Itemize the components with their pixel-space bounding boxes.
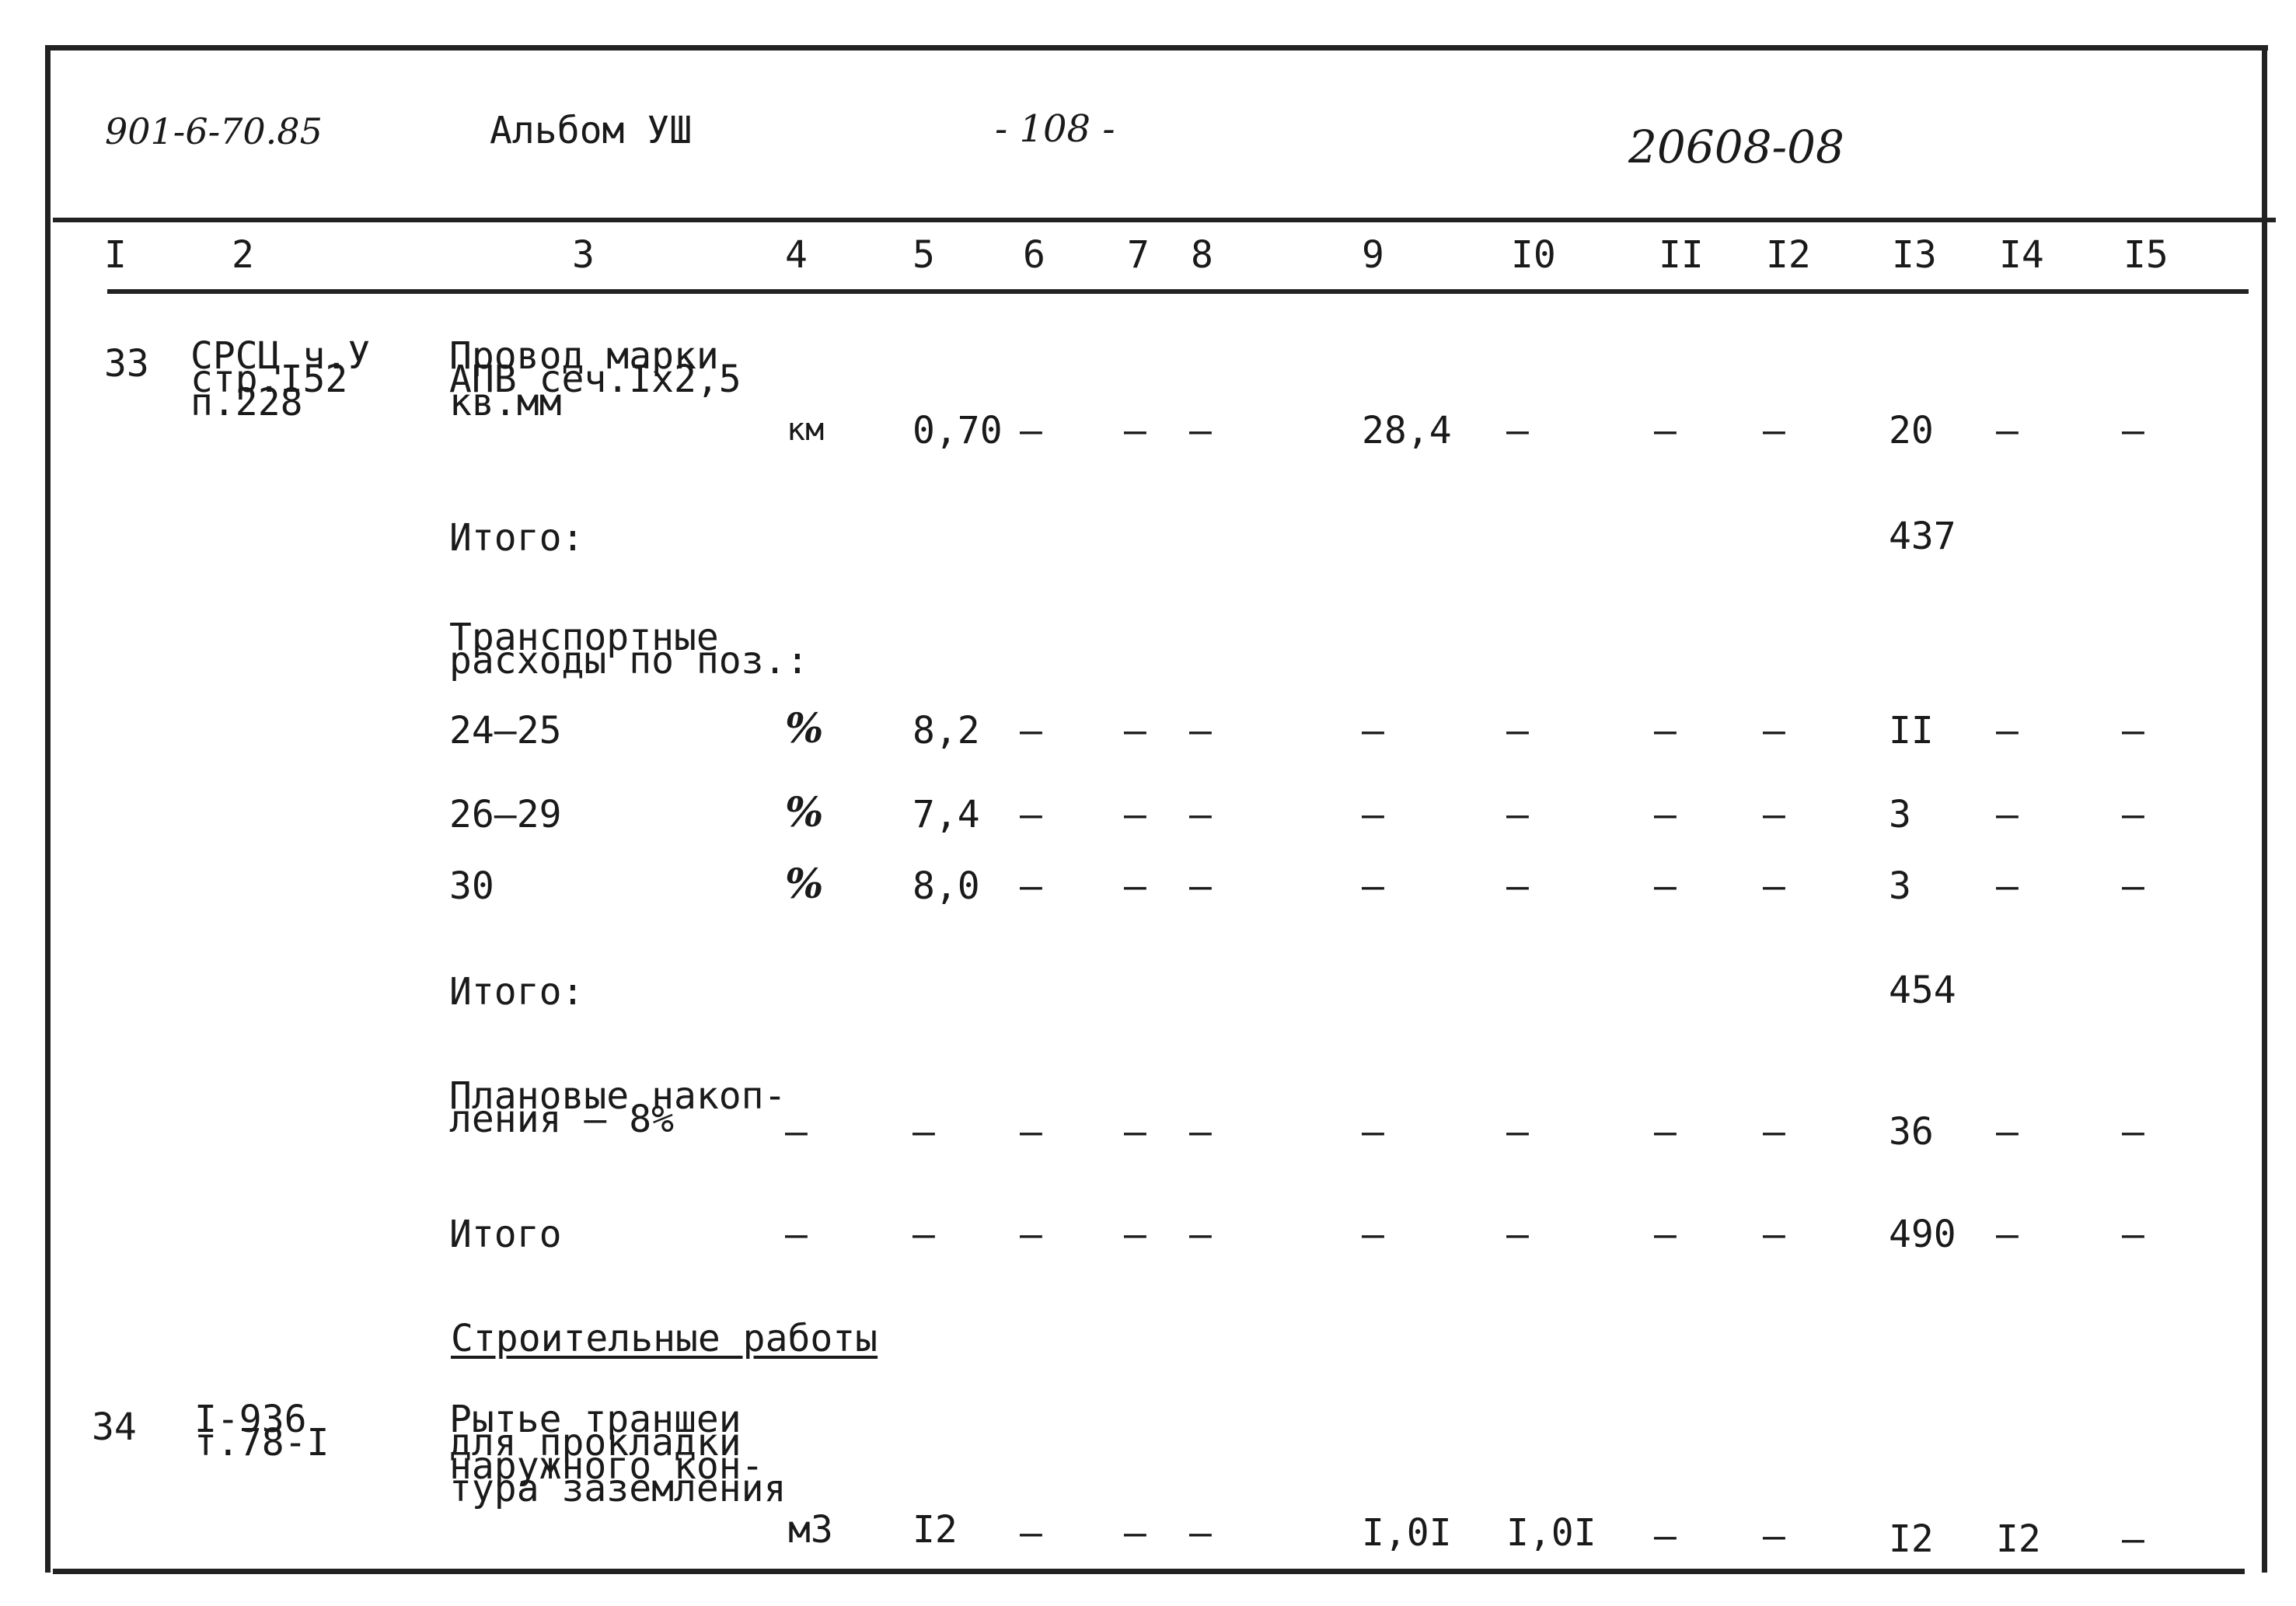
cell: – xyxy=(1189,1110,1212,1154)
row-number: 33 xyxy=(104,342,149,386)
document-code: 20608-08 xyxy=(1628,120,1844,173)
cell: – xyxy=(1362,709,1384,752)
cell: 36 xyxy=(1889,1110,1934,1154)
column-header: I5 xyxy=(2123,233,2169,277)
cell: – xyxy=(1763,864,1785,908)
cell: – xyxy=(1362,1110,1384,1154)
cell: – xyxy=(1124,1110,1146,1154)
cell: – xyxy=(1996,1213,2019,1256)
cell: – xyxy=(1996,409,2019,452)
column-header: II xyxy=(1659,233,1704,277)
cell: 7,4 xyxy=(912,793,980,836)
cell: – xyxy=(2122,793,2144,836)
cell: – xyxy=(1763,709,1785,752)
cell: – xyxy=(1996,864,2019,908)
cell: – xyxy=(1189,409,1212,452)
column-header: 3 xyxy=(572,233,595,277)
subtotal-label: Итого: xyxy=(449,970,584,1014)
cell: I2 xyxy=(912,1508,958,1552)
cell: – xyxy=(1189,1213,1212,1256)
cell: – xyxy=(912,1213,935,1256)
row-number: 34 xyxy=(92,1405,137,1449)
cell: – xyxy=(1362,793,1384,836)
column-header: I xyxy=(104,233,127,277)
frame-right-border xyxy=(2262,45,2267,1573)
subtotal-label: Итого: xyxy=(449,516,584,560)
cell: – xyxy=(1763,1514,1785,1558)
cell: – xyxy=(1996,709,2019,752)
item-name: 30 xyxy=(449,864,494,908)
cell: – xyxy=(1362,864,1384,908)
cell: – xyxy=(1124,409,1146,452)
column-header-divider xyxy=(107,289,2249,294)
cell: – xyxy=(1020,1213,1042,1256)
cell: I,0I xyxy=(1362,1511,1452,1555)
cell: – xyxy=(1654,864,1677,908)
item-name: Рытье траншеи для прокладки наружного кон- тура заземления xyxy=(449,1398,787,1511)
cell: – xyxy=(2122,864,2144,908)
item-name: 26–29 xyxy=(449,793,562,836)
cell: – xyxy=(1189,793,1212,836)
cell: – xyxy=(1124,793,1146,836)
frame-left-border xyxy=(45,45,51,1573)
cell: 0,70 xyxy=(912,409,1003,452)
cell: 490 xyxy=(1889,1213,1956,1256)
cell: I,0I xyxy=(1506,1511,1596,1555)
column-header: I3 xyxy=(1892,233,1937,277)
cell: – xyxy=(1506,864,1529,908)
column-header: 8 xyxy=(1191,233,1213,277)
page-number: - 108 - xyxy=(995,107,1115,151)
cell: – xyxy=(1506,409,1529,452)
header-divider xyxy=(53,218,2276,222)
cell: 8,2 xyxy=(912,709,980,752)
item-name: 24–25 xyxy=(449,709,562,752)
cell: – xyxy=(2122,1517,2144,1561)
cell: 3 xyxy=(1889,793,1911,836)
cell: – xyxy=(1020,709,1042,752)
subtotal-value: 454 xyxy=(1889,969,1956,1012)
unit: % xyxy=(785,861,824,908)
cell: – xyxy=(1763,793,1785,836)
cell: – xyxy=(1996,793,2019,836)
cell: – xyxy=(1020,793,1042,836)
cell: – xyxy=(1506,1213,1529,1256)
cell: – xyxy=(912,1110,935,1154)
cell: – xyxy=(2122,1110,2144,1154)
doc-number: 901-6-70.85 xyxy=(105,110,323,152)
album-label: Альбом УШ xyxy=(490,109,693,152)
cell: – xyxy=(1654,709,1677,752)
cell: 28,4 xyxy=(1362,409,1452,452)
cell: – xyxy=(1189,1511,1212,1555)
unit: – xyxy=(785,1110,808,1154)
unit: % xyxy=(785,789,824,836)
cell: – xyxy=(1654,1110,1677,1154)
subtotal-value: 437 xyxy=(1889,515,1956,558)
rate-reference: СРСЦ ч.У стр.I52 п.228 xyxy=(190,334,371,424)
total-label: Итого xyxy=(449,1213,562,1256)
item-name: Плановые накоп- ления – 8% xyxy=(449,1074,787,1141)
cell: I2 xyxy=(1889,1517,1934,1561)
column-header: 7 xyxy=(1127,233,1150,277)
cell: – xyxy=(1654,1213,1677,1256)
cell: – xyxy=(2122,1213,2144,1256)
cell: – xyxy=(1763,409,1785,452)
item-name: Провод марки АПВ сеч.Iх2,5 кв.мм xyxy=(449,334,741,424)
unit: – xyxy=(785,1213,808,1256)
cell: – xyxy=(2122,709,2144,752)
column-header: 6 xyxy=(1023,233,1045,277)
cell: – xyxy=(1124,1511,1146,1555)
cell: – xyxy=(1124,1213,1146,1256)
column-header: 9 xyxy=(1362,233,1384,277)
column-header: 4 xyxy=(785,233,808,277)
unit: м3 xyxy=(788,1508,833,1552)
cell: – xyxy=(1506,709,1529,752)
cell: I2 xyxy=(1996,1517,2041,1561)
cell: – xyxy=(1506,1110,1529,1154)
cell: – xyxy=(1189,709,1212,752)
column-header: 5 xyxy=(912,233,935,277)
transport-costs-title: Транспортные расходы по поз.: xyxy=(449,616,809,683)
cell: – xyxy=(1654,793,1677,836)
cell: – xyxy=(1020,864,1042,908)
cell: – xyxy=(1506,793,1529,836)
cell: – xyxy=(1020,1511,1042,1555)
cell: – xyxy=(1020,1110,1042,1154)
unit: % xyxy=(785,705,824,752)
cell: – xyxy=(1654,409,1677,452)
cell: – xyxy=(1362,1213,1384,1256)
rate-reference: I-936 т.78-I xyxy=(194,1398,330,1465)
cell: 20 xyxy=(1889,409,1934,452)
cell: – xyxy=(1763,1213,1785,1256)
cell: – xyxy=(1124,709,1146,752)
column-header: I2 xyxy=(1766,233,1811,277)
cell: – xyxy=(1189,864,1212,908)
frame-bottom-border xyxy=(53,1569,2245,1574)
column-header: I0 xyxy=(1511,233,1556,277)
cell: 3 xyxy=(1889,864,1911,908)
column-header: I4 xyxy=(1999,233,2044,277)
unit: км xyxy=(787,412,825,448)
cell: – xyxy=(2122,409,2144,452)
cell: 8,0 xyxy=(912,864,980,908)
cell: – xyxy=(1763,1110,1785,1154)
cell: – xyxy=(1654,1514,1677,1558)
column-header: 2 xyxy=(232,233,254,277)
cell: – xyxy=(1124,864,1146,908)
cell: – xyxy=(1020,409,1042,452)
frame-top-border xyxy=(45,45,2268,51)
cell: – xyxy=(1996,1110,2019,1154)
section-heading: Строительные работы xyxy=(451,1317,878,1360)
cell: II xyxy=(1889,709,1934,752)
